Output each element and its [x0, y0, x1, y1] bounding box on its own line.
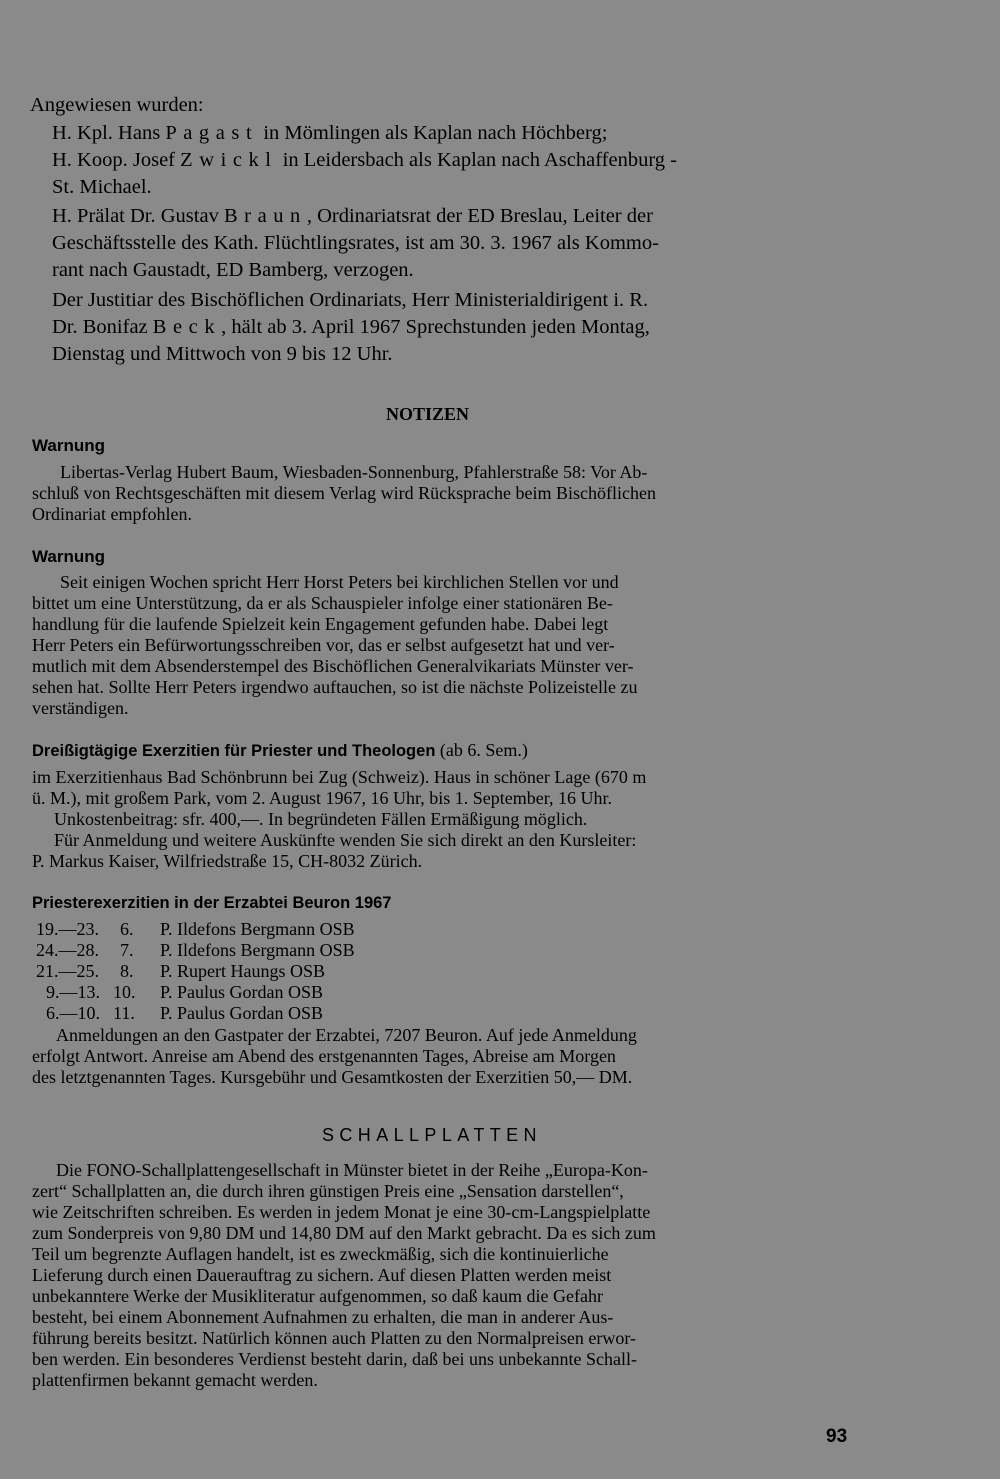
page-number: 93: [826, 1426, 848, 1447]
paragraph-line: Libertas-Verlag Hubert Baum, Wiesbaden-Sonnenburg, Pfahlerstraße 58: Vor Ab-: [60, 462, 648, 482]
surname-spaced: Braun: [223, 205, 307, 227]
surname-spaced: Beck: [152, 316, 222, 338]
paragraph-line: besteht, bei einem Abonnement Aufnahmen zu erhalten, die man in anderer Aus-: [32, 1307, 614, 1327]
paragraph-line: plattenfirmen bekannt gemacht werden.: [32, 1370, 318, 1390]
section-title-notizen: NOTIZEN: [386, 404, 470, 424]
paragraph-line: Unkostenbeitrag: sfr. 400,—. In begründeten Fällen Ermäßigung möglich.: [54, 809, 588, 829]
paragraph-line: Lieferung durch einen Dauerauftrag zu sichern. Auf diesen Platten werden meist: [32, 1265, 612, 1285]
paragraph-line: Herr Peters ein Befürwortungsschreiben vor, das er selbst aufgesetzt hat und ver-: [32, 635, 615, 655]
paragraph-line: Seit einigen Wochen spricht Herr Horst Peters bei kirchlichen Stellen vor und: [60, 572, 619, 592]
paragraph-line: P. Markus Kaiser, Wilfriedstraße 15, CH-8032 Zürich.: [32, 851, 423, 871]
paragraph-line: Ordinariat empfohlen.: [32, 504, 192, 524]
assignment-line: St. Michael.: [52, 176, 152, 198]
paragraph-line: Für Anmeldung und weitere Auskünfte wenden Sie sich direkt an den Kursleiter:: [54, 830, 637, 850]
paragraph-line: schluß von Rechtsgeschäften mit diesem Verlag wird Rücksprache beim Bischöflichen: [32, 483, 657, 503]
exerzitien-heading: Dreißigtägige Exerzitien für Priester und Theologen (ab 6. Sem.): [32, 740, 528, 760]
paragraph-line: sehen hat. Sollte Herr Peters irgendwo auftauchen, so ist die nächste Polizeistelle zu: [32, 677, 638, 697]
assignments-heading: Angewiesen wurden:: [30, 94, 204, 116]
surname-spaced: Zwickl: [180, 149, 278, 171]
surname-spaced: Pagast: [165, 122, 259, 144]
section-title-schallplatten: SCHALLPLATTEN: [322, 1125, 542, 1145]
assignment-line: H. Prälat Dr. Gustav Braun, Ordinariatsrat der ED Breslau, Leiter der: [52, 205, 653, 227]
paragraph-line: zert“ Schallplatten an, die durch ihren günstigen Preis eine „Sensation darstellen“,: [32, 1181, 624, 1201]
paragraph-line: mutlich mit dem Absenderstempel des Bischöflichen Generalvikariats Münster ver-: [32, 656, 634, 676]
document-page: Angewiesen wurden: H. Kpl. Hans Pagast in Mömlingen als Kaplan nach Höchberg; H. Koop. Josef Zwickl in Leidersbach als Kaplan nach Aschaffenburg - St. Michael. H. Prälat Dr. Gustav Braun, Ordinariatsrat der ED Breslau, Leiter der Geschäftsstelle des Kath. Flüchtlingsrates, ist am 30. 3. 1967 als Kommo- rant nach Gaustadt, ED Bamberg, verzogen. Der Justitiar des Bischöflichen Ordinariats, Herr Ministerialdirigent i. R. Dr. Bonifaz Beck, hält ab 3. April 1967 Sprechstunden jeden Montag, Dienstag und Mittwoch von 9 bis 12 Uhr. NOTIZEN Warnung Libertas-Verlag Hubert Baum, Wiesbaden-Sonnenburg, Pfahlerstraße 58: Vor Ab- schluß von Rechtsgeschäften mit diesem Verlag wird Rücksprache beim Bischöflichen Ordinariat empfohlen. Warnung Seit einigen Wochen spricht Herr Horst Peters bei kirchlichen Stellen vor und bittet um eine Unterstützung, da er als Schauspieler infolge einer stationären Be- handlung für die laufende Spielzeit kein Engagement gefunden habe. Dabei legt Herr Peters ein Befürwortungsschreiben vor, das er selbst aufgesetzt hat und ver- mutlich mit dem Absenderstempel des Bischöflichen Generalvikariats Münster ver- sehen hat. Sollte Herr Peters irgendwo auftauchen, so ist die nächste Polizeistelle zu verständigen. Dreißigtägige Exerzitien für Priester und Theologen (ab 6. Sem.) im Exerzitienhaus Bad Schönbrunn bei Zug (Schweiz). Haus in schöner Lage (670 m ü. M.), mit großem Park, vom 2. August 1967, 16 Uhr, bis 1. September, 16 Uhr. Unkostenbeitrag: sfr. 400,—. In begründeten Fällen Ermäßigung möglich. Für Anmeldung und weitere Auskünfte wenden Sie sich direkt an den Kursleiter: P. Markus Kaiser, Wilfriedstraße 15, CH-8032 Zürich. Priesterexerzitien in der Erzabtei Beuron 1967 19.—23. 6. P. Ildefons Bergmann OSB 24.—28. 7. P. Ildefons Bergmann OSB 21.—25. 8. P. Rupert Haungs OSB 9.—13. 10. P. Paulus Gordan OSB 6.—10. 11. P. Paulus Gordan OSB Anmeldungen an den Gastpater der Erzabtei, 7207 Beuron. Auf jede Anmeldung erfolgt Antwort. Anreise am Abend des erstgenannten Tages, Abreise am Morgen des letztgenannten Tages. Kursgebühr und Gesamtkosten der Exerzitien 50,— DM. SCHALLPLATTEN Die FONO-Schallplattengesellschaft in Münster bietet in der Reihe „Europa-Kon- zert“ Schallplatten an, die durch ihren günstigen Preis eine „Sensation darstellen“, wie Zeitschriften schreiben. Es werden in jedem Monat je eine 30-cm-Langspielplatte zum Sonderpreis von 9,80 DM und 14,80 DM auf den Markt gebracht. Da es sich zum Teil um begrenzte Auflagen handelt, ist es zweckmäßig, sich die kontinuierliche Lieferung durch einen Dauerauftrag zu sichern. Auf diesen Platten werden meist unbekanntere Werke der Musikliteratur aufgenommen, so daß kaum die Gefahr besteht, bei einem Abonnement Aufnahmen zu erhalten, die man in anderer Aus- führung bereits besitzt. Natürlich können auch Platten zu den Normalpreisen erwor- ben werden. Ein besonderes Verdienst besteht darin, daß bei uns unbekannte Schall- plattenfirmen bekannt gemacht werden. 93: [30, 94, 848, 1447]
paragraph-line: ben werden. Ein besonderes Verdienst besteht darin, daß bei uns unbekannte Schall-: [32, 1349, 637, 1369]
paragraph-line: erfolgt Antwort. Anreise am Abend des erstgenannten Tages, Abreise am Morgen: [32, 1046, 616, 1066]
paragraph-line: Die FONO-Schallplattengesellschaft in Münster bietet in der Reihe „Europa-Kon-: [56, 1160, 648, 1180]
assignment-line: Geschäftsstelle des Kath. Flüchtlingsrates, ist am 30. 3. 1967 als Kommo-: [52, 232, 659, 254]
warning-heading: Warnung: [32, 547, 106, 566]
beuron-heading: Priesterexerzitien in der Erzabtei Beuron 1967: [32, 894, 392, 912]
paragraph-line: ü. M.), mit großem Park, vom 2. August 1967, 16 Uhr, bis 1. September, 16 Uhr.: [32, 788, 613, 808]
assignment-line: Dienstag und Mittwoch von 9 bis 12 Uhr.: [52, 343, 393, 365]
assignment-line: Der Justitiar des Bischöflichen Ordinariats, Herr Ministerialdirigent i. R.: [52, 289, 649, 311]
assignment-line: Dr. Bonifaz Beck, hält ab 3. April 1967 Sprechstunden jeden Montag,: [52, 316, 650, 338]
paragraph-line: führung bereits besitzt. Natürlich können auch Platten zu den Normalpreisen erwor-: [32, 1328, 636, 1348]
paragraph-line: handlung für die laufende Spielzeit kein Engagement gefunden habe. Dabei legt: [32, 614, 609, 634]
assignment-line: H. Kpl. Hans Pagast in Mömlingen als Kaplan nach Höchberg;: [52, 122, 608, 144]
warning-heading: Warnung: [32, 436, 106, 455]
paragraph-line: Teil um begrenzte Auflagen handelt, ist es zweckmäßig, sich die kontinuierliche: [32, 1244, 609, 1264]
paragraph-line: des letztgenannten Tages. Kursgebühr und Gesamtkosten der Exerzitien 50,— DM.: [32, 1067, 633, 1087]
assignment-line: rant nach Gaustadt, ED Bamberg, verzogen.: [52, 259, 414, 281]
paragraph-line: wie Zeitschriften schreiben. Es werden in jedem Monat je eine 30-cm-Langspielplatte: [32, 1202, 651, 1222]
assignment-line: H. Koop. Josef Zwickl in Leidersbach als Kaplan nach Aschaffenburg -: [52, 149, 677, 171]
paragraph-line: im Exerzitienhaus Bad Schönbrunn bei Zug (Schweiz). Haus in schöner Lage (670 m: [32, 767, 647, 787]
paragraph-line: bittet um eine Unterstützung, da er als Schauspieler infolge einer stationären Be-: [32, 593, 613, 613]
paragraph-line: unbekanntere Werke der Musikliteratur aufgenommen, so daß kaum die Gefahr: [32, 1286, 604, 1306]
paragraph-line: Anmeldungen an den Gastpater der Erzabtei, 7207 Beuron. Auf jede Anmeldung: [56, 1025, 637, 1045]
paragraph-line: verständigen.: [32, 698, 129, 718]
paragraph-line: zum Sonderpreis von 9,80 DM und 14,80 DM auf den Markt gebracht. Da es sich zum: [32, 1223, 656, 1243]
